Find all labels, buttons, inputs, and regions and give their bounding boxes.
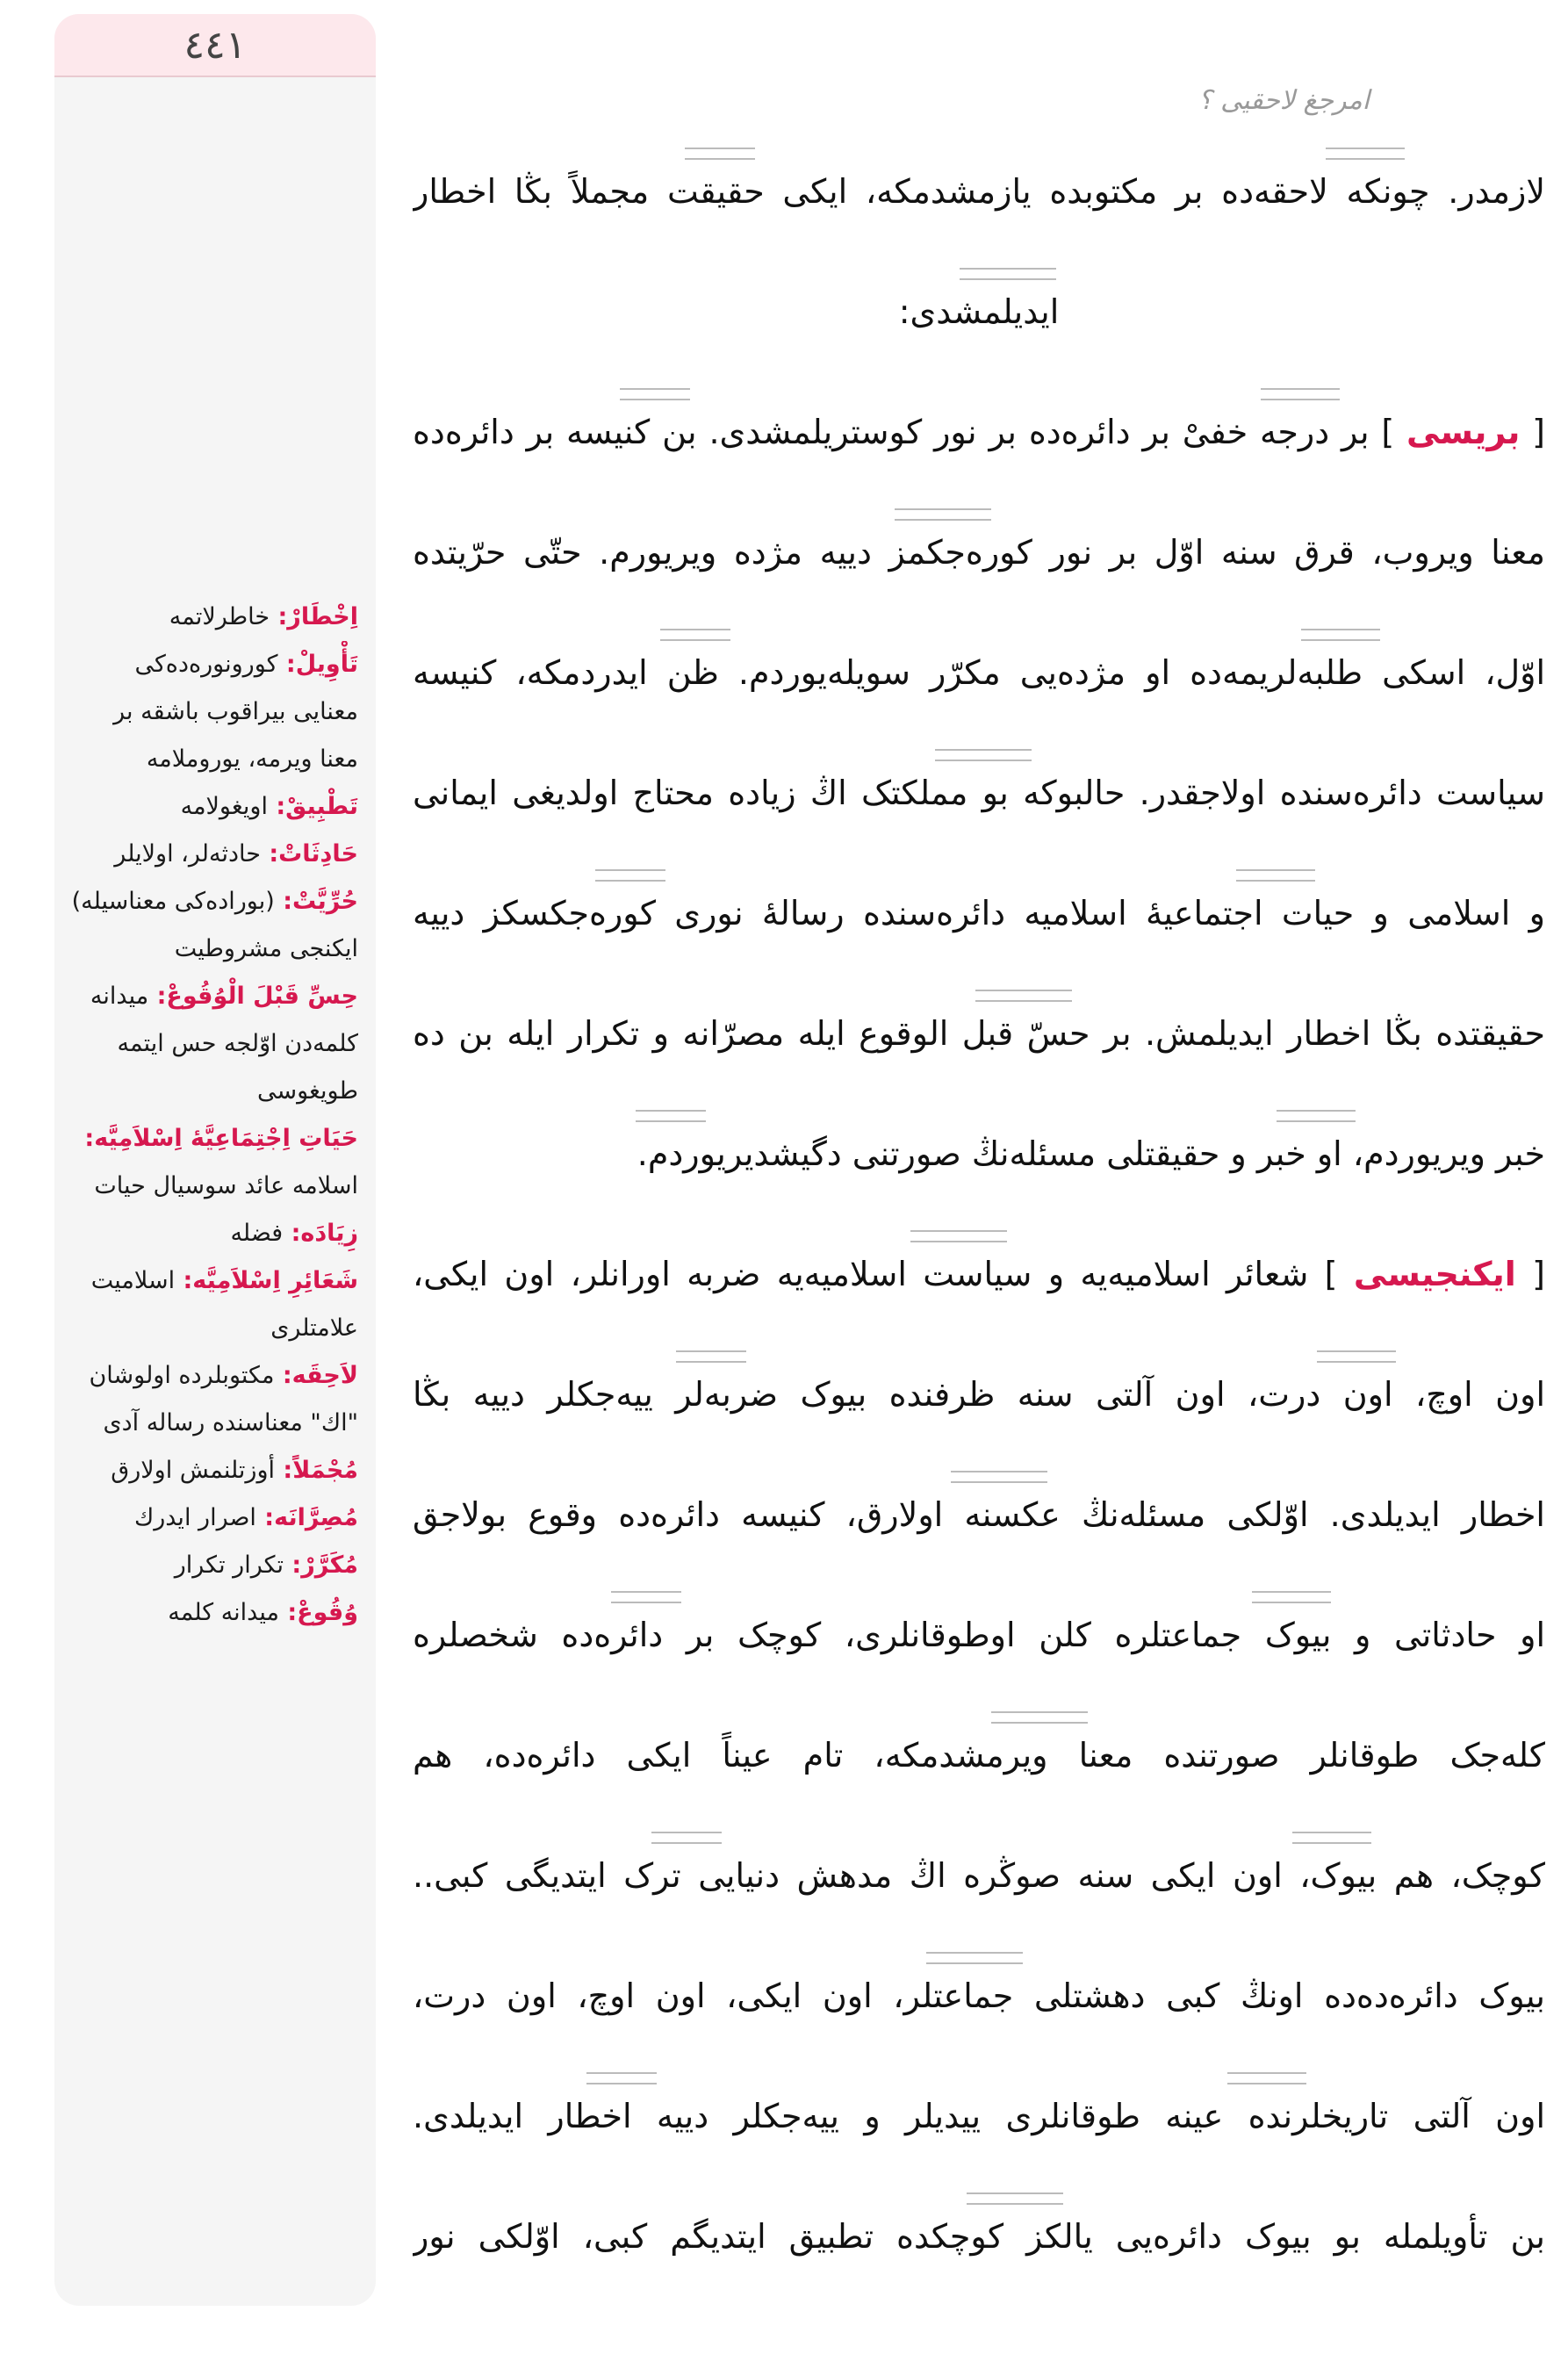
bracket-open: [ <box>1520 413 1545 451</box>
overline-mark <box>660 629 730 641</box>
glossary-definition: (بوراده‌کی معناسیله) <box>71 888 275 915</box>
overline-mark <box>636 1110 706 1122</box>
glossary-definition: حادثه‌لر، اولایلر <box>114 840 261 868</box>
text-line: خبر ویریوردم، او خبر و حقیقتلی مسئله‌نڭ صورتنی دگیشدیریوردم. <box>413 1094 1545 1214</box>
overline-mark <box>1252 1591 1331 1603</box>
glossary-definition: اسلامیت <box>90 1267 176 1294</box>
glossary-entry <box>67 1494 358 1542</box>
glossary-definition: کلمه‌دن اوّلجه حس ایتمه <box>117 1030 358 1057</box>
text-line: ایدیلمشدی: <box>413 252 1545 372</box>
text-line: کوچک، هم بیوک، اون ایکی سنه صوڭره اڭ مدهش دنیایی ترک ایتدیگی کبی.. <box>413 1816 1545 1936</box>
overline-mark <box>676 1350 746 1363</box>
text-line: و اسلامی و حیات اجتماعیهٔ اسلامیه دائره‌سنده رساله‌ٔ نوری کوره‌جکسکز دییه <box>413 853 1545 974</box>
glossary-term: شَعَائِرِ اِسْلاَمِيَّه: <box>175 1267 358 1294</box>
glossary-definition: میدانه <box>90 983 149 1010</box>
glossary-term: حِسِّ قَبْلَ الْوُقُوعْ: <box>148 983 358 1010</box>
glossary-term: حُرِّيَّتْ: <box>274 888 358 915</box>
text-line: کله‌جک طوقانلر صورتنده معنا ویرمشدمکه، تام عیناً ایکی دائره‌ده، هم <box>413 1696 1545 1816</box>
text-line: بیوک دائره‌ده‌ده اونڭ کبی دهشتلی جماعتلر، اون ایکی، اون اوچ، اون درت، <box>413 1936 1545 2056</box>
glossary-term: تَأْوِيلْ: <box>277 651 358 678</box>
overline-mark <box>991 1711 1088 1724</box>
glossary-definition: اویغولامه <box>180 793 268 820</box>
glossary-term: تَطْبِيقْ: <box>267 793 358 820</box>
glossary-definition: "اك" معناسنده رساله آدی <box>103 1409 358 1436</box>
glossary-sidebar <box>54 14 376 2306</box>
glossary-entry <box>67 1589 358 1637</box>
overline-mark <box>595 869 665 882</box>
glossary-entry <box>67 831 358 878</box>
glossary-definition: طویغوسی <box>256 1077 358 1105</box>
glossary-entry <box>67 1115 358 1163</box>
overline-mark <box>910 1230 1007 1242</box>
overline-mark <box>1301 629 1380 641</box>
glossary-entry <box>67 1210 358 1257</box>
section-heading: بریسی <box>1406 413 1521 451</box>
overline-mark <box>1261 388 1340 400</box>
glossary-term: مُجْمَلاً: <box>275 1457 358 1484</box>
glossary-entry <box>67 736 358 783</box>
glossary-entry <box>67 1352 358 1400</box>
overline-mark <box>935 749 1032 761</box>
overline-mark <box>951 1471 1047 1483</box>
text-line: معنا ویروب، قرق سنه اوّل بر نور کوره‌جکمز دییه مژده ویریورم. حتّی حرّیتده <box>413 493 1545 613</box>
page-number: ٤٤١ <box>54 14 376 77</box>
glossary-entry <box>67 925 358 973</box>
bracket-close: ] <box>1308 1255 1354 1293</box>
glossary-entry <box>67 1020 358 1068</box>
glossary-term: اِخْطَارْ: <box>270 603 358 630</box>
glossary-entry <box>67 1305 358 1352</box>
text-line: بن تأویلمله بو بیوک دائره‌یی یالکز کوچکده تطبیق ایتدیگم کبی، اوّلکی نور <box>413 2177 1545 2297</box>
overline-mark <box>651 1832 722 1844</box>
text-line: اون آلتی تاریخلرنده عینه طوقانلری ییدیلر و ییه‌جکلر دییه اخطار ایدیلدی. <box>413 2056 1545 2177</box>
glossary-entry <box>67 1068 358 1115</box>
overline-mark <box>586 2072 657 2084</box>
glossary-entry <box>67 973 358 1020</box>
overline-mark <box>685 148 755 160</box>
glossary-definition: تکرار تکرار <box>174 1552 284 1579</box>
glossary-entry <box>67 878 358 925</box>
text-line: اوّل، اسکی طلبه‌لریمه‌ده او مژده‌یی مکرّر سویله‌یوردم. ظن ایدردمکه، کنیسه <box>413 613 1545 733</box>
overline-mark <box>1326 148 1405 160</box>
text-line: اون اوچ، اون درت، اون آلتی سنه ظرفنده بیوک ضربه‌لر ییه‌جکلر دییه بڭا <box>413 1335 1545 1455</box>
overline-mark <box>1236 869 1315 882</box>
overline-mark <box>1292 1832 1371 1844</box>
glossary-entry <box>67 1447 358 1494</box>
glossary-term: مُكَرَّرْ: <box>284 1552 358 1579</box>
bracket-close: ] <box>1369 413 1407 451</box>
overline-mark <box>1227 2072 1306 2084</box>
line-text: شعائر اسلامیه‌یه و سیاست اسلامیه‌یه ضربه اورانلر، اون ایکی، <box>413 1255 1309 1293</box>
glossary-term: وُقُوعْ: <box>278 1599 358 1626</box>
glossary-term: حَادِثَاتْ: <box>260 840 358 868</box>
overline-mark <box>611 1591 681 1603</box>
glossary-definition: کورونوره‌ده‌کی <box>134 651 278 678</box>
glossary-entry <box>67 1163 358 1210</box>
bracket-open: [ <box>1515 1255 1545 1293</box>
glossary-entry <box>67 641 358 688</box>
glossary-definition: خاطرلاتمه <box>169 603 270 630</box>
line-text: بر درجه خفیْ بر دائره‌ده بر نور کوستریلمشدی. بن کنیسه بر دائره‌ده <box>413 413 1370 451</box>
glossary-entry <box>67 1400 358 1447</box>
text-line: سیاست دائره‌سنده اولاجقدر. حالبوکه بو مملکتک اڭ زیاده محتاج اولدیغی ایمانی <box>413 733 1545 853</box>
overline-mark <box>895 508 991 521</box>
glossary-entry <box>67 688 358 736</box>
glossary-entry <box>67 783 358 831</box>
glossary-term: لاَحِقَه: <box>274 1362 358 1389</box>
glossary-definition: مکتوبلرده اولوشان <box>89 1362 275 1389</box>
text-lines <box>413 132 1545 2297</box>
overline-mark <box>620 388 690 400</box>
glossary-entry <box>67 1257 358 1305</box>
header-note: امرجغ لاحقیی ؟ <box>1198 85 1370 116</box>
text-line: حقیقتده بڭا اخطار ایدیلمش. بر حسّ قبل الوقوع ایله مصرّانه و تکرار ایله بن ده <box>413 974 1545 1094</box>
text-line <box>413 1214 1545 1335</box>
glossary-term: زِيَادَه: <box>283 1220 358 1247</box>
overline-mark <box>960 268 1056 280</box>
text-line: لازمدر. چونکه لاحقه‌ده بر مکتوبده یازمشدمکه، ایکی حقیقت مجملاً بڭا اخطار <box>413 132 1545 252</box>
text-line <box>413 372 1545 493</box>
glossary-definition: میدانه کلمه <box>168 1599 279 1626</box>
glossary-definition: أوزتلنمش اولارق <box>111 1457 276 1484</box>
glossary-definition: علامتلری <box>270 1314 358 1342</box>
text-line: او حادثاتی و بیوک جماعتلره کلن اوطوقانلری، کوچک بر دائره‌ده شخصلره <box>413 1575 1545 1696</box>
glossary-term: حَيَاتِ اِجْتِمَاعِيَّهٔ اِسْلاَمِيَّه: <box>84 1125 358 1152</box>
section-heading: ایکنجیسی <box>1353 1255 1516 1293</box>
main-text <box>413 70 1545 2297</box>
glossary-list <box>67 594 358 1637</box>
glossary-definition: معنایی بیراقوب باشقه بر <box>113 698 358 725</box>
glossary-definition: معنا ویرمه، یوروملامه <box>146 745 358 773</box>
text-line: اخطار ایدیلدی. اوّلکی مسئله‌نڭ عکسنه اولارق، کنیسه دائره‌ده وقوع بولاجق <box>413 1455 1545 1575</box>
overline-mark <box>1277 1110 1356 1122</box>
glossary-definition: اصرار ایدرك <box>133 1504 256 1531</box>
overline-mark <box>926 1952 1023 1964</box>
overline-mark <box>1317 1350 1396 1363</box>
glossary-definition: اسلامه عائد سوسیال حیات <box>94 1172 358 1199</box>
glossary-entry <box>67 1542 358 1589</box>
overline-mark <box>967 2192 1063 2205</box>
glossary-definition: ایکنجی مشروطیت <box>174 935 358 962</box>
overline-mark <box>975 990 1072 1002</box>
glossary-entry <box>67 594 358 641</box>
glossary-term: مُصِرَّانَه: <box>255 1504 358 1531</box>
glossary-definition: فضله <box>230 1220 284 1247</box>
